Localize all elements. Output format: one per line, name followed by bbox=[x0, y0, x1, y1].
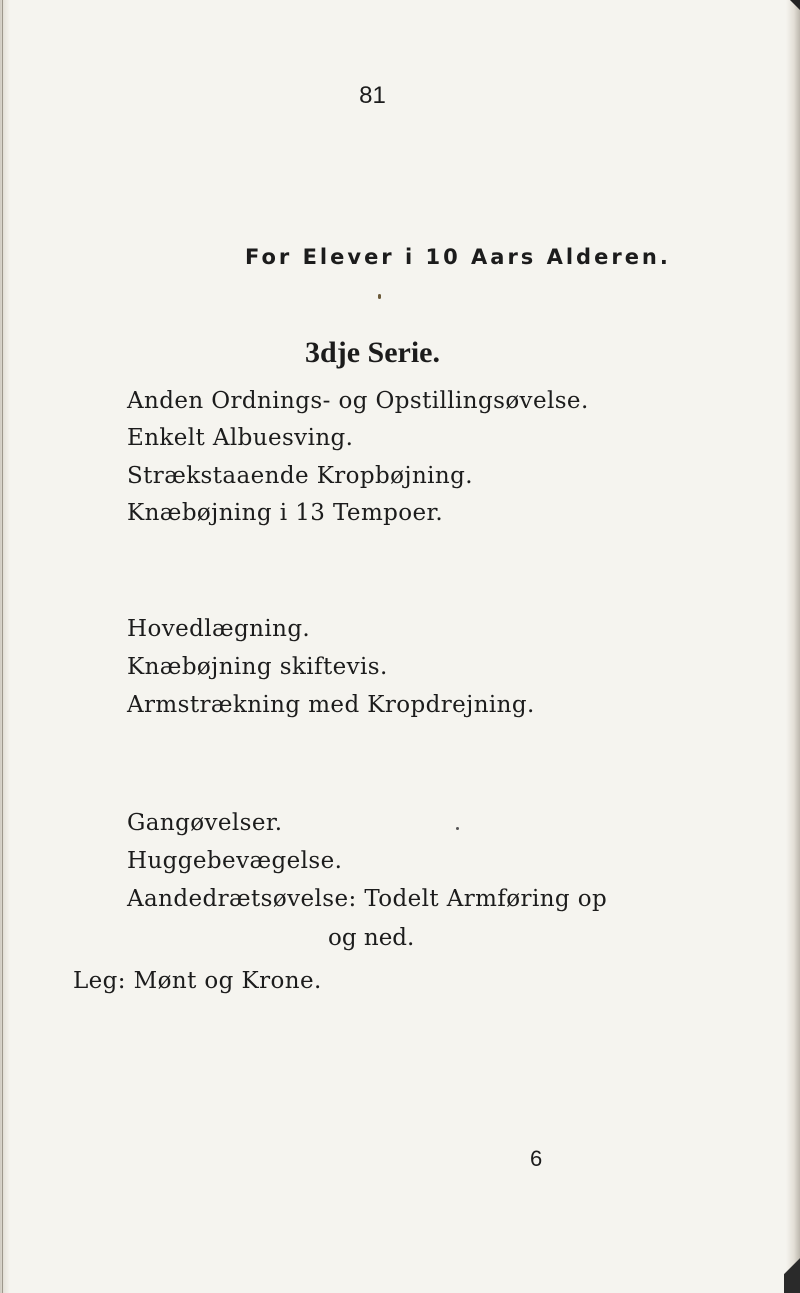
corner-mark bbox=[790, 0, 800, 12]
item-text: Strækstaaende Kropbøjning. bbox=[127, 463, 473, 489]
item-text: Aandedrætsøvelse: Todelt Armføring op bbox=[127, 886, 608, 912]
item-text: Enkelt Albuesving. bbox=[127, 425, 354, 451]
leg-line: Leg: Mønt og Krone. bbox=[73, 968, 322, 994]
item-text: Armstrækning med Kropdrejning. bbox=[127, 692, 535, 718]
serie-title: 3dje Serie. bbox=[305, 336, 440, 369]
page-right-edge bbox=[786, 0, 800, 1293]
item-text: Huggebevægelse. bbox=[127, 848, 343, 874]
item-text: Knæbøjning i 13 Tempoer. bbox=[127, 500, 444, 526]
section-heading: For Elever i 10 Aars Alderen. bbox=[245, 245, 671, 269]
page-number: 81 bbox=[359, 82, 386, 109]
ink-speck bbox=[456, 827, 459, 830]
item-text-continuation: og ned. bbox=[328, 925, 415, 951]
signature-number: 6 bbox=[530, 1146, 543, 1171]
corner-mark bbox=[784, 1223, 800, 1293]
item-text: Anden Ordnings- og Opstillingsøvelse. bbox=[127, 388, 589, 414]
item-text: Hovedlægning. bbox=[127, 616, 311, 642]
item-text: Knæbøjning skiftevis. bbox=[127, 654, 388, 680]
ink-speck bbox=[378, 294, 381, 299]
page-edge-line bbox=[2, 0, 3, 1293]
item-text: Gangøvelser. bbox=[127, 810, 283, 836]
